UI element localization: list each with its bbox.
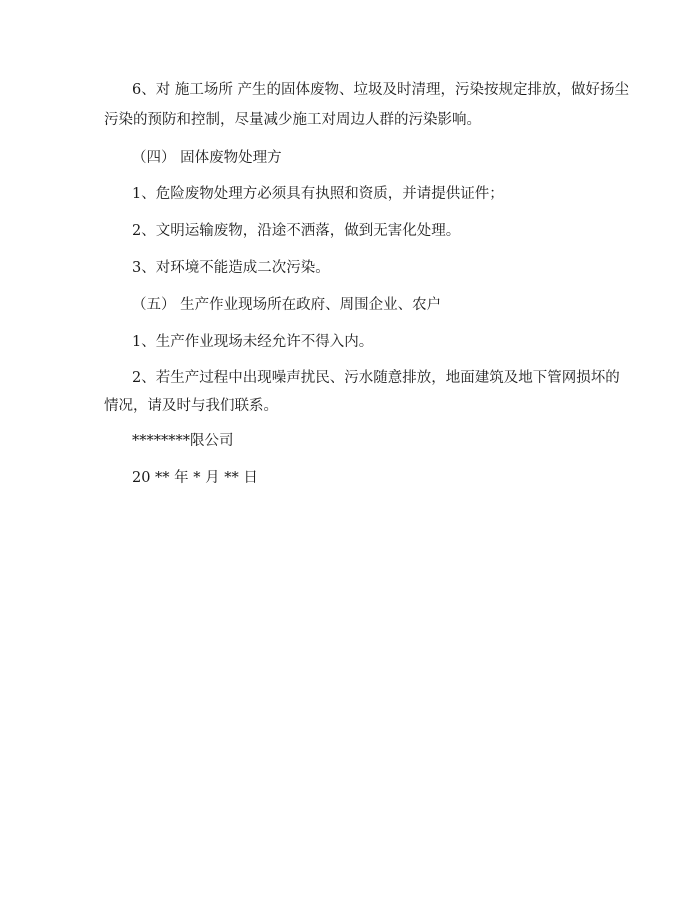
signature-company: ********限公司 (132, 433, 234, 449)
paragraph-6-line-1: 6、对 施工场所 产生的固体废物、垃圾及时清理，污染按规定排放，做好扬尘 (132, 82, 629, 98)
section-4-item-1: 1、危险废物处理方必须具有执照和资质，并请提供证件； (132, 186, 504, 202)
paragraph-6-line-2: 污染的预防和控制，尽量减少施工对周边人群的污染影响。 (104, 112, 481, 128)
section-5-item-2-line-1: 2、若生产过程中出现噪声扰民、污水随意排放，地面建筑及地下管网损坏的 (132, 370, 620, 386)
section-5-item-2-line-2: 情况，请及时与我们联系。 (104, 398, 278, 414)
signature-date: 20 ** 年 * 月 ** 日 (132, 470, 258, 486)
section-4-heading: （四） 固体废物处理方 (132, 150, 282, 166)
section-5-item-1: 1、生产作业现场未经允许不得入内。 (132, 334, 374, 350)
section-4-item-3: 3、对环境不能造成二次污染。 (132, 260, 330, 276)
section-4-item-2: 2、文明运输废物，沿途不洒落，做到无害化处理。 (132, 223, 461, 239)
section-5-heading: （五） 生产作业现场所在政府、周围企业、农户 (132, 297, 442, 313)
